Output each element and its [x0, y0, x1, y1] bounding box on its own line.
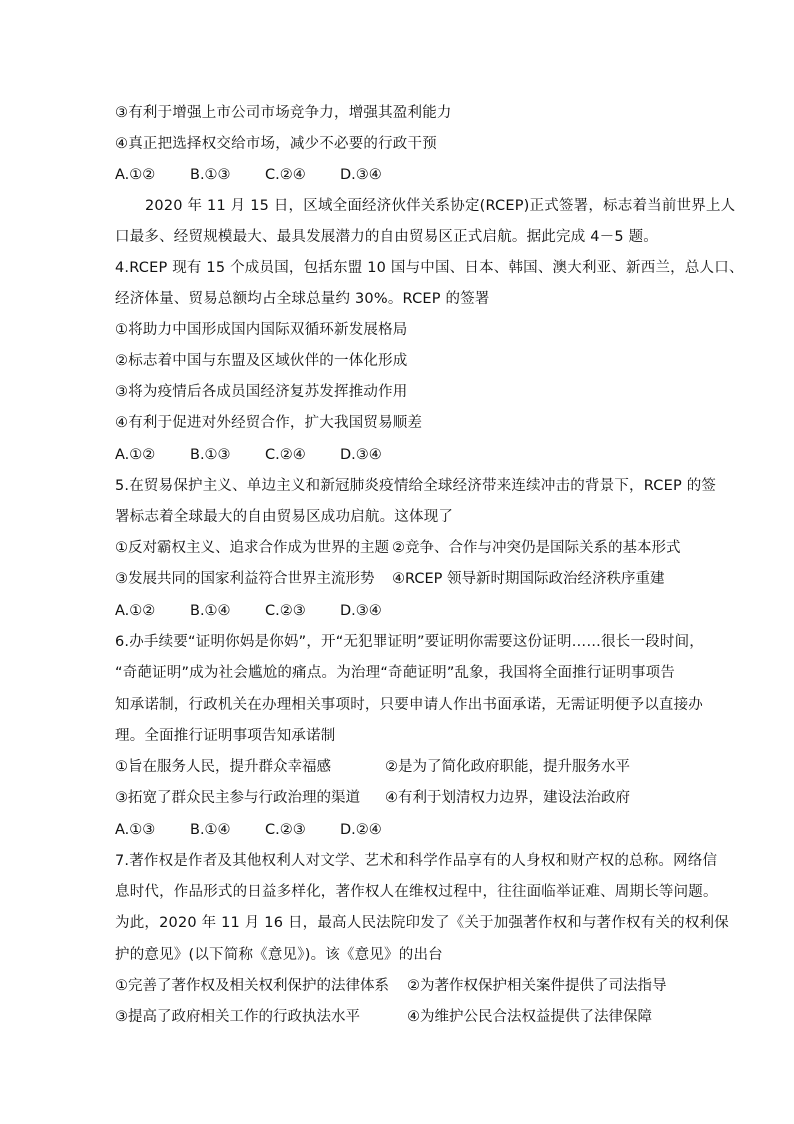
q5-stem-1: 5.在贸易保护主义、单边主义和新冠肺炎疫情给全球经济带来连续冲击的背景下，RCEP 的签: [115, 478, 717, 494]
statement-4: ④真正把选择权交给市场，减少不必要的行政干预: [115, 136, 437, 152]
q4-statement-2: ②标志着中国与东盟及区域伙伴的一体化形成: [115, 353, 408, 369]
intro-line-1: 2020 年 11 月 15 日，区域全面经济伙伴关系协定(RCEP)正式签署，标志着当前世界上人: [145, 198, 736, 214]
statement-3: ③有利于增强上市公司市场竞争力，增强其盈利能力: [115, 105, 452, 121]
q4-stem-2: 经济体量、贸易总额均占全球总量约 30%。RCEP 的签署: [115, 291, 490, 307]
option-a: A.①②: [115, 447, 156, 463]
option-a: A.①②: [115, 603, 156, 619]
answer-options: [115, 165, 415, 185]
q7-statement-4: ④为维护公民合法权益提供了法律保障: [407, 1009, 652, 1025]
option-b: B.①④: [190, 603, 231, 619]
option-c: C.②④: [265, 167, 306, 183]
q6-statement-row-2: [115, 788, 630, 808]
q6-stem-3: 知承诺制，行政机关在办理相关事项时，只要申请人作出书面承诺，无需证明便予以直接办: [115, 697, 703, 713]
q7-statement-1: ①完善了著作权及相关权利保护的法律体系: [115, 978, 389, 994]
q5-answer-options: [115, 601, 415, 621]
q7-statement-3: ③提高了政府相关工作的行政执法水平: [115, 1009, 360, 1025]
q4-answer-options: [115, 445, 415, 465]
q7-statement-row-2: [115, 1007, 652, 1027]
q6-statement-1: ①旨在服务人民，提升群众幸福感: [115, 759, 331, 775]
q4-statement-1: ①将助力中国形成国内国际双循环新发展格局: [115, 322, 408, 338]
q4-statement-4: ④有利于促进对外经贸合作，扩大我国贸易顺差: [115, 415, 423, 431]
q6-statement-2: ②是为了简化政府职能，提升服务水平: [385, 759, 630, 775]
q6-statement-row-1: [115, 757, 630, 777]
q7-statement-2: ②为著作权保护相关案件提供了司法指导: [407, 978, 667, 994]
option-a: A.①③: [115, 822, 156, 838]
q6-answer-options: [115, 820, 415, 840]
q6-statement-3: ③拓宽了群众民主参与行政治理的渠道: [115, 790, 360, 806]
q5-statement-4: ④RCEP 领导新时期国际政治经济秩序重建: [392, 571, 665, 587]
q6-stem-1: 6.办手续要“证明你妈是你妈”，开“无犯罪证明”要证明你需要这份证明……很长一段时间，: [115, 634, 704, 650]
option-d: D.③④: [340, 603, 382, 619]
q7-stem-4: 护的意见》(以下简称《意见》)。该《意见》的出台: [115, 947, 443, 963]
q6-stem-4: 理。全面推行证明事项告知承诺制: [115, 728, 336, 744]
option-c: C.②③: [265, 603, 306, 619]
q5-statement-1: ①反对霸权主义、追求合作成为世界的主题: [115, 540, 389, 556]
q7-statement-row-1: [115, 976, 667, 996]
option-b: B.①③: [190, 447, 231, 463]
q5-statement-2: ②竞争、合作与冲突仍是国际关系的基本形式: [392, 540, 681, 556]
q7-stem-3: 为此，2020 年 11 月 16 日，最高人民法院印发了《关于加强著作权和与著作权有关的权利保: [115, 915, 729, 931]
q7-stem-1: 7.著作权是作者及其他权利人对文学、艺术和科学作品享有的人身权和财产权的总称。网络信: [115, 853, 718, 869]
q6-statement-4: ④有利于划清权力边界，建设法治政府: [385, 790, 630, 806]
q5-statement-row-1: [115, 538, 681, 558]
option-d: D.③④: [340, 447, 382, 463]
q6-stem-2: “奇葩证明”成为社会尴尬的痛点。为治理“奇葩证明”乱象，我国将全面推行证明事项告: [115, 665, 676, 681]
intro-line-2: 口最多、经贸规模最大、最具发展潜力的自由贸易区正式启航。据此完成 4－5 题。: [115, 229, 658, 245]
option-b: B.①④: [190, 822, 231, 838]
option-c: C.②④: [265, 447, 306, 463]
option-d: D.②④: [340, 822, 382, 838]
q5-statement-3: ③发展共同的国家利益符合世界主流形势: [115, 571, 375, 587]
q7-stem-2: 息时代，作品形式的日益多样化，著作权人在维权过程中，往往面临举证难、周期长等问题。: [115, 884, 718, 900]
q4-statement-3: ③将为疫情后各成员国经济复苏发挥推动作用: [115, 384, 408, 400]
q5-statement-row-2: [115, 569, 665, 589]
q5-stem-2: 署标志着全球最大的自由贸易区成功启航。这体现了: [115, 509, 454, 525]
q4-stem-1: 4.RCEP 现有 15 个成员国，包括东盟 10 国与中国、日本、韩国、澳大利亚、新西兰，总人口、: [115, 260, 744, 276]
option-c: C.②③: [265, 822, 306, 838]
option-b: B.①③: [190, 167, 231, 183]
option-d: D.③④: [340, 167, 382, 183]
option-a: A.①②: [115, 167, 156, 183]
